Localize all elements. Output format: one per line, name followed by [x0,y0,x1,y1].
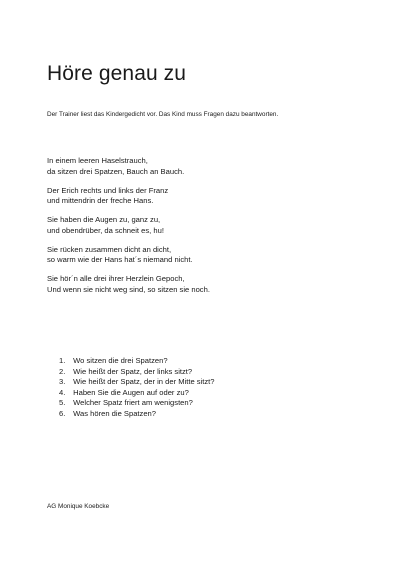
question-number: 6. [59,408,66,418]
question-text: Haben Sie die Augen auf oder zu? [73,387,189,397]
question-text: Was hören die Spatzen? [73,408,157,418]
poem-line: und obendrüber, da schneit es, hu! [47,225,164,235]
poem [47,156,210,304]
instruction-text: Der Trainer liest das Kindergedicht vor. Das Kind muss Fragen dazu beantworten. [47,111,279,118]
question-item [47,356,215,367]
author-footer: AG Monique Koebcke [47,503,110,510]
question-text: Wo sitzen die drei Spatzen? [73,356,168,365]
poem-line: und mittendrin der freche Hans. [47,196,154,206]
poem-stanza [47,156,210,177]
poem-line: Sie rücken zusammen dicht an dicht, [47,244,172,254]
question-item [47,398,215,409]
question-list [47,356,215,420]
poem-line: Der Erich rechts und links der Franz [47,185,169,195]
question-text: Wie heißt der Spatz, der in der Mitte sitzt? [73,377,215,387]
question-number: 2. [59,366,66,376]
question-number: 3. [59,377,66,387]
question-item [47,377,215,388]
question-number: 1. [59,356,66,365]
poem-line: Sie haben die Augen zu, ganz zu, [47,215,161,225]
poem-line: Sie hör´n alle drei ihrer Herzlein Gepoch, [47,274,185,284]
question-text: Welcher Spatz friert am wenigsten? [73,398,193,408]
question-item [47,388,215,399]
poem-stanza [47,215,210,236]
poem-stanza [47,274,210,295]
poem-stanza [47,245,210,266]
page-title: Höre genau zu [47,62,187,85]
poem-stanza [47,186,210,207]
question-number: 5. [59,398,66,408]
question-number: 4. [59,387,66,397]
poem-line: Und wenn sie nicht weg sind, so sitzen sie noch. [47,284,210,294]
poem-line: In einem leeren Haselstrauch, [47,156,148,165]
question-text: Wie heißt der Spatz, der links sitzt? [73,366,193,376]
question-item [47,409,215,420]
poem-line: so warm wie der Hans hat´s niemand nicht. [47,255,193,265]
question-item [47,367,215,378]
poem-line: da sitzen drei Spatzen, Bauch an Bauch. [47,166,185,176]
